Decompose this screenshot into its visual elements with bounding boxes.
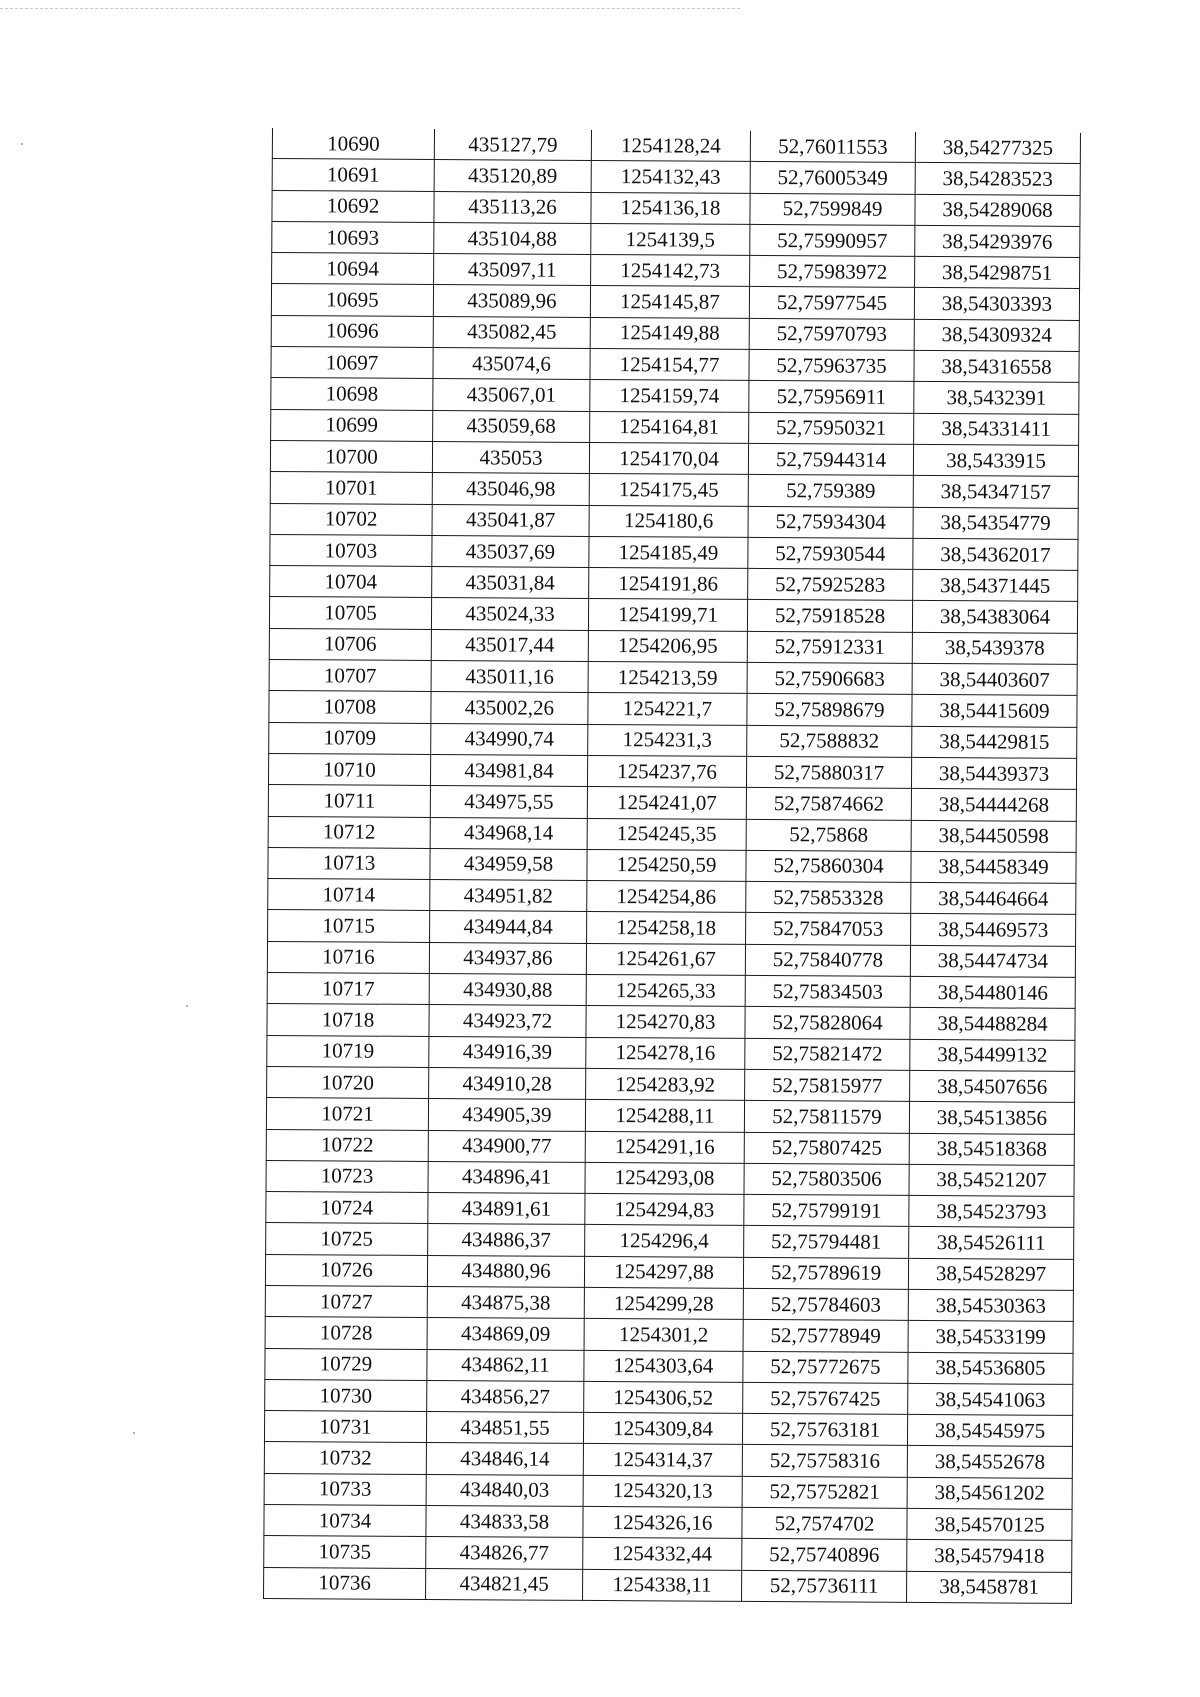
table-row [272, 190, 1080, 226]
cell-point-number: 10736 [264, 1567, 426, 1599]
cell-y: 1254180,6 [589, 505, 748, 537]
cell-y: 1254326,16 [583, 1506, 742, 1538]
cell-x: 435011,16 [431, 661, 588, 693]
cell-point-number: 10714 [268, 879, 430, 911]
cell-x: 434896,41 [428, 1161, 585, 1193]
cell-y: 1254142,73 [591, 255, 750, 287]
cell-longitude: 38,54523793 [909, 1196, 1074, 1228]
cell-x: 435002,26 [431, 692, 588, 724]
scan-edge-artifact [0, 8, 740, 9]
cell-latitude: 52,75977545 [749, 287, 914, 319]
cell-y: 1254237,76 [587, 755, 746, 787]
cell-longitude: 38,54403607 [912, 663, 1077, 695]
cell-latitude: 52,75828064 [745, 1007, 910, 1039]
cell-y: 1254139,5 [591, 223, 750, 255]
cell-longitude: 38,54579418 [907, 1540, 1072, 1572]
table-row [271, 284, 1079, 320]
cell-y: 1254338,11 [583, 1569, 742, 1601]
cell-longitude: 38,54316558 [914, 351, 1079, 383]
table-row [270, 534, 1078, 570]
cell-x: 434856,27 [427, 1380, 584, 1412]
table-row [268, 753, 1076, 789]
cell-point-number: 10702 [270, 503, 432, 535]
cell-y: 1254314,37 [583, 1444, 742, 1476]
cell-y: 1254159,74 [590, 380, 749, 412]
cell-point-number: 10719 [267, 1035, 429, 1067]
cell-longitude: 38,54469573 [911, 914, 1076, 946]
cell-latitude: 52,76005349 [750, 162, 915, 194]
cell-latitude: 52,75934304 [748, 506, 913, 538]
cell-latitude: 52,75898679 [747, 694, 912, 726]
cell-y: 1254128,24 [591, 130, 750, 162]
scan-speck [133, 1432, 135, 1434]
cell-y: 1254191,86 [589, 568, 748, 600]
cell-point-number: 10697 [271, 347, 433, 379]
cell-x: 434833,58 [426, 1506, 583, 1538]
cell-latitude: 52,75860304 [746, 850, 911, 882]
cell-y: 1254258,18 [587, 912, 746, 944]
cell-x: 434840,03 [426, 1474, 583, 1506]
cell-point-number: 10709 [269, 722, 431, 754]
cell-y: 1254149,88 [590, 317, 749, 349]
cell-latitude: 52,75763181 [742, 1414, 907, 1446]
cell-point-number: 10715 [268, 910, 430, 942]
table-row [272, 159, 1080, 195]
cell-point-number: 10725 [266, 1223, 428, 1255]
cell-point-number: 10712 [268, 816, 430, 848]
cell-point-number: 10716 [267, 941, 429, 973]
cell-latitude: 52,75811579 [744, 1101, 909, 1133]
table-row [268, 785, 1076, 821]
cell-x: 435127,79 [434, 129, 591, 161]
cell-longitude: 38,54298751 [915, 257, 1080, 289]
cell-longitude: 38,54545975 [907, 1415, 1072, 1447]
cell-y: 1254309,84 [583, 1413, 742, 1445]
cell-x: 434869,09 [427, 1318, 584, 1350]
cell-y: 1254332,44 [583, 1538, 742, 1570]
cell-x: 435120,89 [434, 160, 591, 192]
cell-longitude: 38,54533199 [908, 1321, 1073, 1353]
cell-longitude: 38,54354779 [913, 507, 1078, 539]
table-row [266, 1098, 1074, 1134]
cell-point-number: 10713 [268, 847, 430, 879]
cell-x: 434886,37 [428, 1224, 585, 1256]
cell-x: 435059,68 [433, 410, 590, 442]
cell-point-number: 10729 [265, 1348, 427, 1380]
cell-x: 435037,69 [432, 535, 589, 567]
cell-y: 1254291,16 [585, 1131, 744, 1163]
cell-y: 1254231,3 [588, 724, 747, 756]
cell-x: 434981,84 [430, 754, 587, 786]
cell-point-number: 10710 [268, 753, 430, 785]
cell-point-number: 10728 [265, 1317, 427, 1349]
cell-point-number: 10720 [267, 1066, 429, 1098]
cell-y: 1254301,2 [584, 1319, 743, 1351]
cell-x: 434900,77 [428, 1130, 585, 1162]
cell-x: 434910,28 [429, 1067, 586, 1099]
cell-y: 1254245,35 [587, 818, 746, 850]
cell-longitude: 38,54521207 [909, 1164, 1074, 1196]
cell-x: 434875,38 [427, 1286, 584, 1318]
cell-point-number: 10730 [265, 1379, 427, 1411]
cell-x: 434951,82 [430, 880, 587, 912]
cell-latitude: 52,75834503 [745, 975, 910, 1007]
cell-latitude: 52,75789619 [743, 1257, 908, 1289]
cell-x: 435104,88 [434, 222, 591, 254]
cell-longitude: 38,54513856 [909, 1102, 1074, 1134]
table-row [267, 1066, 1075, 1102]
cell-longitude: 38,54303393 [914, 288, 1079, 320]
cell-point-number: 10691 [272, 159, 434, 191]
cell-latitude: 52,75736111 [742, 1570, 907, 1602]
cell-latitude: 52,75840778 [745, 944, 910, 976]
cell-latitude: 52,75784603 [743, 1288, 908, 1320]
cell-point-number: 10726 [265, 1254, 427, 1286]
table-row [269, 691, 1077, 727]
cell-point-number: 10703 [270, 534, 432, 566]
cell-point-number: 10731 [264, 1411, 426, 1443]
cell-point-number: 10698 [271, 378, 433, 410]
cell-y: 1254206,95 [588, 630, 747, 662]
table-row [269, 628, 1077, 664]
cell-point-number: 10732 [264, 1442, 426, 1474]
cell-latitude: 52,75740896 [742, 1539, 907, 1571]
cell-y: 1254185,49 [589, 536, 748, 568]
cell-longitude: 38,54499132 [910, 1039, 1075, 1071]
cell-y: 1254254,86 [587, 881, 746, 913]
cell-y: 1254296,4 [585, 1225, 744, 1257]
cell-x: 435017,44 [431, 629, 588, 661]
cell-latitude: 52,75794481 [744, 1226, 909, 1258]
cell-x: 434937,86 [429, 942, 586, 974]
cell-point-number: 10734 [264, 1505, 426, 1537]
cell-longitude: 38,54528297 [908, 1258, 1073, 1290]
cell-x: 434923,72 [429, 1005, 586, 1037]
cell-point-number: 10733 [264, 1473, 426, 1505]
cell-longitude: 38,54289068 [915, 194, 1080, 226]
table-row [270, 503, 1078, 539]
cell-point-number: 10695 [271, 284, 433, 316]
table-row [265, 1348, 1073, 1384]
cell-longitude: 38,54383064 [912, 601, 1077, 633]
cell-y: 1254270,83 [586, 1006, 745, 1038]
cell-longitude: 38,54309324 [914, 319, 1079, 351]
cell-point-number: 10696 [271, 315, 433, 347]
cell-y: 1254175,45 [589, 474, 748, 506]
cell-x: 435113,26 [434, 191, 591, 223]
cell-longitude: 38,54331411 [914, 413, 1079, 445]
cell-longitude: 38,54561202 [907, 1477, 1072, 1509]
table-row [266, 1223, 1074, 1259]
table-row [267, 973, 1075, 1009]
table-row [271, 315, 1079, 351]
cell-point-number: 10706 [269, 628, 431, 660]
table-row [272, 128, 1080, 164]
cell-y: 1254293,08 [585, 1162, 744, 1194]
coordinates-table-body [264, 128, 1081, 1603]
cell-longitude: 38,54444268 [911, 789, 1076, 821]
cell-latitude: 52,7599849 [750, 193, 915, 225]
cell-latitude: 52,75950321 [749, 412, 914, 444]
cell-longitude: 38,54277325 [915, 132, 1080, 164]
cell-x: 434851,55 [426, 1412, 583, 1444]
cell-point-number: 10701 [270, 472, 432, 504]
cell-point-number: 10705 [269, 597, 431, 629]
cell-point-number: 10724 [266, 1192, 428, 1224]
table-row [264, 1567, 1072, 1603]
table-row [268, 910, 1076, 946]
cell-x: 435097,11 [434, 254, 591, 286]
table-row [269, 597, 1077, 633]
cell-longitude: 38,54283523 [915, 163, 1080, 195]
cell-latitude: 52,75918528 [747, 600, 912, 632]
cell-y: 1254278,16 [586, 1037, 745, 1069]
cell-y: 1254265,33 [586, 974, 745, 1006]
cell-x: 435053 [432, 441, 589, 473]
cell-latitude: 52,76011553 [750, 131, 915, 163]
cell-longitude: 38,54530363 [908, 1289, 1073, 1321]
cell-latitude: 52,75880317 [746, 756, 911, 788]
cell-latitude: 52,75925283 [748, 569, 913, 601]
cell-latitude: 52,75963735 [749, 349, 914, 381]
cell-longitude: 38,5458781 [907, 1571, 1072, 1603]
table-row [267, 941, 1075, 977]
cell-latitude: 52,75799191 [744, 1194, 909, 1226]
table-row [265, 1317, 1073, 1353]
cell-y: 1254221,7 [588, 693, 747, 725]
table-row [264, 1473, 1072, 1509]
cell-point-number: 10707 [269, 660, 431, 692]
cell-y: 1254306,52 [584, 1381, 743, 1413]
coordinates-table [263, 128, 1081, 1604]
cell-x: 434862,11 [427, 1349, 584, 1381]
cell-point-number: 10722 [266, 1129, 428, 1161]
table-row [267, 1035, 1075, 1071]
table-row [272, 253, 1080, 289]
cell-point-number: 10711 [268, 785, 430, 817]
cell-x: 434975,55 [430, 786, 587, 818]
table-row [264, 1411, 1072, 1447]
cell-longitude: 38,5433915 [913, 444, 1078, 476]
cell-longitude: 38,54293976 [915, 225, 1080, 257]
cell-x: 435082,45 [433, 316, 590, 348]
cell-longitude: 38,54371445 [913, 570, 1078, 602]
table-row [267, 1004, 1075, 1040]
cell-point-number: 10700 [270, 440, 432, 472]
cell-y: 1254283,92 [586, 1068, 745, 1100]
cell-longitude: 38,54570125 [907, 1508, 1072, 1540]
cell-latitude: 52,75912331 [747, 631, 912, 663]
cell-x: 434821,45 [426, 1568, 583, 1600]
cell-x: 434944,84 [430, 911, 587, 943]
cell-y: 1254250,59 [587, 849, 746, 881]
table-row [268, 847, 1076, 883]
cell-latitude: 52,75847053 [746, 913, 911, 945]
cell-y: 1254297,88 [584, 1256, 743, 1288]
cell-latitude: 52,75874662 [746, 788, 911, 820]
table-row [271, 409, 1079, 445]
cell-x: 435041,87 [432, 504, 589, 536]
cell-x: 434846,14 [426, 1443, 583, 1475]
cell-point-number: 10692 [272, 190, 434, 222]
cell-latitude: 52,75944314 [748, 443, 913, 475]
cell-longitude: 38,54518368 [909, 1133, 1074, 1165]
cell-latitude: 52,75803506 [744, 1163, 909, 1195]
table-row [272, 221, 1080, 257]
cell-x: 435067,01 [433, 379, 590, 411]
table-row [271, 347, 1079, 383]
cell-longitude: 38,54450598 [911, 820, 1076, 852]
cell-y: 1254145,87 [590, 286, 749, 318]
cell-point-number: 10717 [267, 973, 429, 1005]
table-row [268, 816, 1076, 852]
cell-longitude: 38,54347157 [913, 476, 1078, 508]
cell-x: 434905,39 [428, 1099, 585, 1131]
cell-x: 434968,14 [430, 817, 587, 849]
cell-y: 1254303,64 [584, 1350, 743, 1382]
cell-y: 1254299,28 [584, 1287, 743, 1319]
cell-latitude: 52,75821472 [745, 1038, 910, 1070]
cell-point-number: 10690 [272, 128, 434, 160]
cell-y: 1254154,77 [590, 349, 749, 381]
cell-latitude: 52,75758316 [742, 1445, 907, 1477]
cell-point-number: 10708 [269, 691, 431, 723]
cell-point-number: 10693 [272, 221, 434, 253]
table-row [264, 1505, 1072, 1541]
cell-latitude: 52,75930544 [748, 537, 913, 569]
cell-x: 435046,98 [432, 473, 589, 505]
cell-y: 1254136,18 [591, 192, 750, 224]
cell-latitude: 52,75990957 [750, 224, 915, 256]
cell-x: 434826,77 [426, 1537, 583, 1569]
cell-x: 435089,96 [433, 285, 590, 317]
cell-latitude: 52,75767425 [743, 1382, 908, 1414]
cell-longitude: 38,54526111 [909, 1227, 1074, 1259]
cell-longitude: 38,54474734 [910, 945, 1075, 977]
cell-longitude: 38,54458349 [911, 851, 1076, 883]
cell-latitude: 52,75868 [746, 819, 911, 851]
table-row [264, 1536, 1072, 1572]
cell-latitude: 52,759389 [748, 475, 913, 507]
table-row [264, 1442, 1072, 1478]
cell-longitude: 38,54488284 [910, 1008, 1075, 1040]
cell-longitude: 38,54429815 [912, 726, 1077, 758]
cell-latitude: 52,75983972 [750, 256, 915, 288]
cell-point-number: 10721 [266, 1098, 428, 1130]
table-row [270, 472, 1078, 508]
scan-speck [186, 1005, 188, 1007]
table-row [265, 1379, 1073, 1415]
cell-latitude: 52,75906683 [747, 662, 912, 694]
cell-x: 434916,39 [429, 1036, 586, 1068]
cell-x: 434930,88 [429, 973, 586, 1005]
cell-y: 1254261,67 [586, 943, 745, 975]
table-row [265, 1254, 1073, 1290]
table-row [270, 566, 1078, 602]
table-row [269, 660, 1077, 696]
cell-longitude: 38,54541063 [908, 1383, 1073, 1415]
cell-latitude: 52,75752821 [742, 1476, 907, 1508]
cell-y: 1254164,81 [590, 411, 749, 443]
cell-longitude: 38,54552678 [907, 1446, 1072, 1478]
table-row [266, 1129, 1074, 1165]
table-row [270, 440, 1078, 476]
cell-latitude: 52,7588832 [747, 725, 912, 757]
cell-y: 1254288,11 [585, 1100, 744, 1132]
cell-longitude: 38,54439373 [911, 757, 1076, 789]
table-row [265, 1285, 1073, 1321]
cell-longitude: 38,54507656 [910, 1070, 1075, 1102]
cell-point-number: 10727 [265, 1285, 427, 1317]
cell-y: 1254241,07 [587, 787, 746, 819]
cell-x: 434990,74 [431, 723, 588, 755]
cell-y: 1254294,83 [585, 1194, 744, 1226]
table-row [266, 1192, 1074, 1228]
cell-longitude: 38,5439378 [912, 632, 1077, 664]
cell-y: 1254199,71 [588, 599, 747, 631]
cell-longitude: 38,54536805 [908, 1352, 1073, 1384]
cell-latitude: 52,75772675 [743, 1351, 908, 1383]
cell-point-number: 10735 [264, 1536, 426, 1568]
cell-longitude: 38,54464664 [911, 883, 1076, 915]
cell-x: 435024,33 [431, 598, 588, 630]
cell-point-number: 10723 [266, 1160, 428, 1192]
cell-latitude: 52,75778949 [743, 1320, 908, 1352]
cell-point-number: 10718 [267, 1004, 429, 1036]
cell-x: 434959,58 [430, 848, 587, 880]
table-row [266, 1160, 1074, 1196]
cell-x: 435031,84 [432, 567, 589, 599]
cell-longitude: 38,5432391 [914, 382, 1079, 414]
cell-x: 435074,6 [433, 348, 590, 380]
cell-longitude: 38,54480146 [910, 976, 1075, 1008]
cell-x: 434891,61 [428, 1193, 585, 1225]
scan-speck [21, 143, 23, 145]
cell-latitude: 52,75815977 [745, 1069, 910, 1101]
table-row [269, 722, 1077, 758]
cell-latitude: 52,75970793 [749, 318, 914, 350]
table-row [268, 879, 1076, 915]
cell-longitude: 38,54415609 [912, 695, 1077, 727]
cell-y: 1254320,13 [583, 1475, 742, 1507]
cell-point-number: 10699 [271, 409, 433, 441]
cell-point-number: 10694 [272, 253, 434, 285]
cell-y: 1254132,43 [591, 161, 750, 193]
cell-y: 1254213,59 [588, 661, 747, 693]
cell-point-number: 10704 [270, 566, 432, 598]
cell-longitude: 38,54362017 [913, 538, 1078, 570]
table-row [271, 378, 1079, 414]
cell-x: 434880,96 [427, 1255, 584, 1287]
cell-latitude: 52,75807425 [744, 1132, 909, 1164]
cell-latitude: 52,75956911 [749, 381, 914, 413]
cell-latitude: 52,7574702 [742, 1507, 907, 1539]
coordinates-table-container [263, 128, 1080, 1604]
cell-y: 1254170,04 [589, 442, 748, 474]
cell-latitude: 52,75853328 [746, 882, 911, 914]
